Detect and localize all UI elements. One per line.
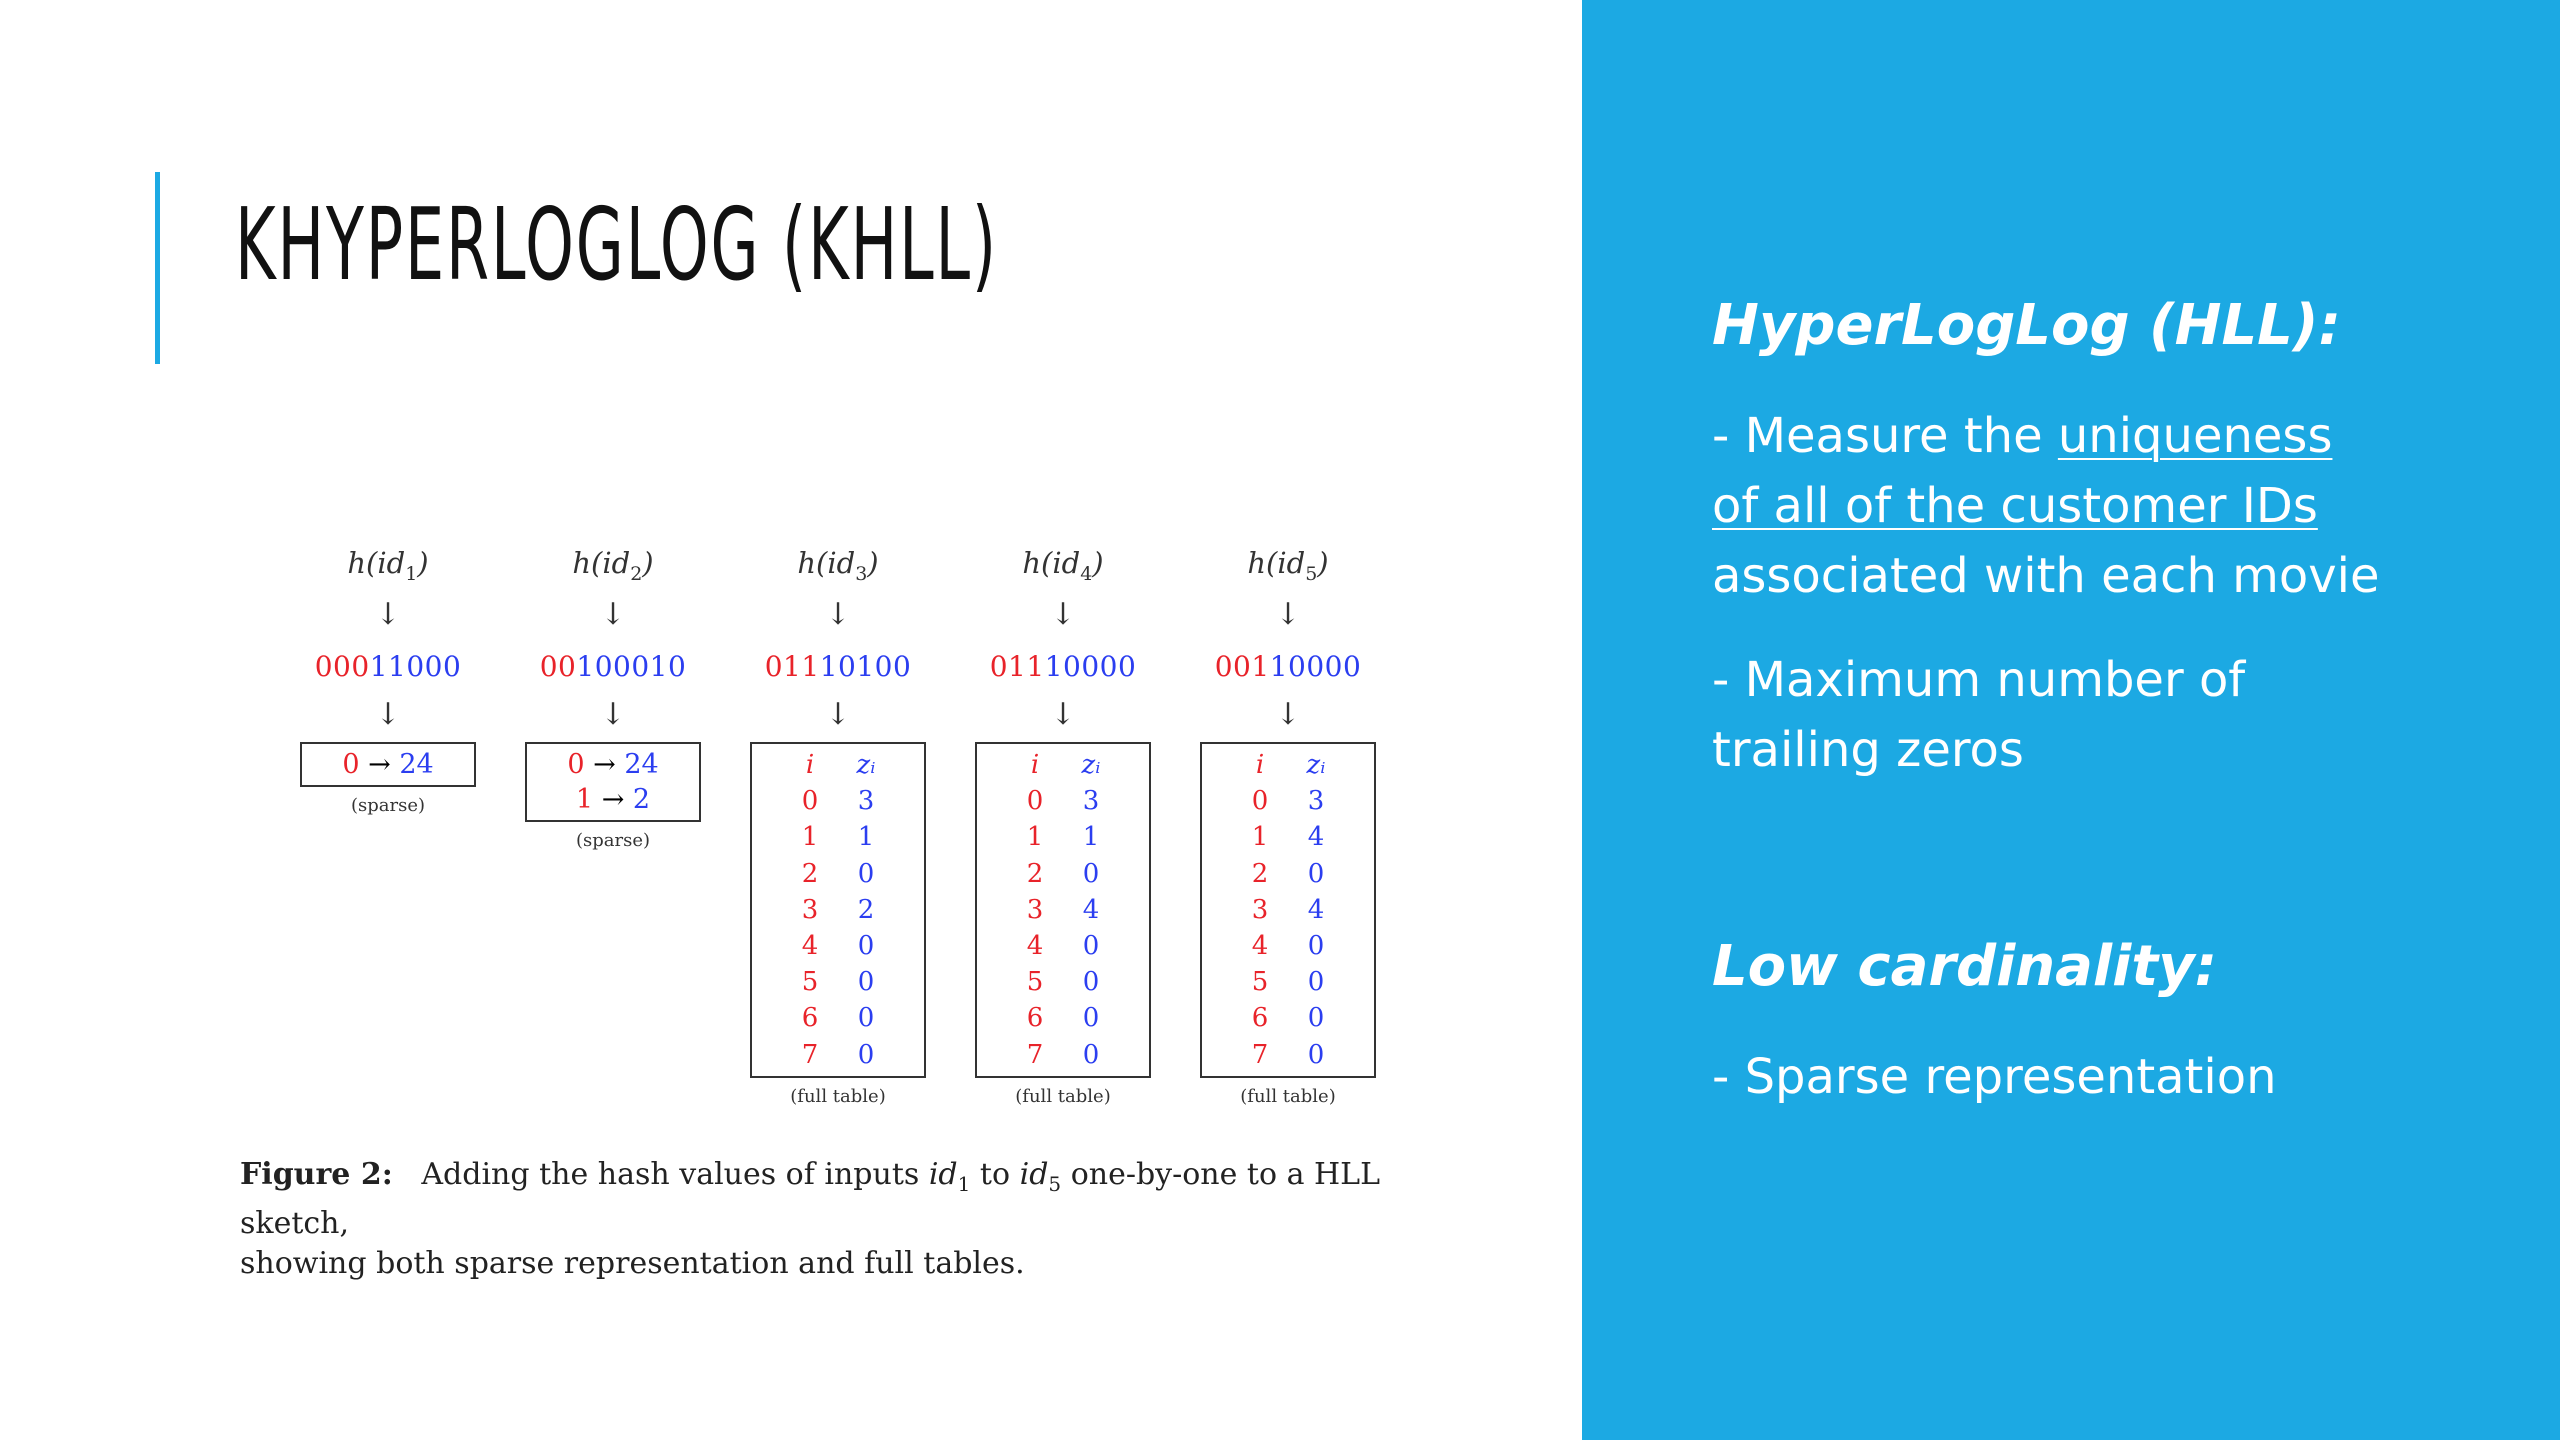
bullet-uniqueness-post: associated with each movie <box>1712 548 2380 605</box>
table-row: 5 0 <box>801 967 875 998</box>
sparse-note: (sparse) <box>350 795 426 816</box>
hll-figure <box>240 540 1470 1281</box>
bullet-uniqueness-pre: - Measure the <box>1712 408 2058 465</box>
table-row: 5 0 <box>1251 967 1325 998</box>
table-header: i zᵢ <box>1030 750 1101 780</box>
sparse-entry: 0 → 24 <box>342 749 434 780</box>
bits-suffix: 11000 <box>369 650 462 683</box>
bits-prefix: 011 <box>989 650 1045 683</box>
caption-id-from: $id_1$ <box>928 1157 971 1196</box>
full-table-note: (full table) <box>790 1085 886 1107</box>
bits-prefix: 00 <box>539 650 577 683</box>
caption-line2: showing both sparse representation and full tables. <box>240 1246 1025 1281</box>
hash-label: $h(id_2)$ <box>572 546 654 585</box>
table-row: 2 0 <box>1026 858 1100 889</box>
right-panel <box>1582 0 2560 1440</box>
down-arrow-icon: ↓ <box>1050 697 1076 732</box>
down-arrow-icon: ↓ <box>1275 597 1301 632</box>
down-arrow-icon: ↓ <box>600 597 626 632</box>
table-row: 6 0 <box>1251 1003 1325 1034</box>
bullet-uniqueness-underline-2: of all of the customer IDs <box>1712 478 2318 535</box>
down-arrow-icon: ↓ <box>825 597 851 632</box>
table-row: 0 3 <box>801 786 875 817</box>
table-row: 3 4 <box>1026 894 1100 925</box>
table-row: 4 0 <box>801 930 875 961</box>
table-row: 3 2 <box>801 894 875 925</box>
hash-label: $h(id_4)$ <box>1022 546 1104 585</box>
bullet-uniqueness <box>1712 401 2472 611</box>
sparse-note: (sparse) <box>575 830 651 851</box>
slide-title: KHYPERLOGLOG (KHLL) <box>235 186 998 303</box>
full-table <box>975 742 1151 1078</box>
full-table-note: (full table) <box>1240 1085 1336 1107</box>
bits-prefix: 011 <box>764 650 820 683</box>
hash-bits <box>730 650 946 683</box>
down-arrow-icon: ↓ <box>375 697 401 732</box>
hash-label: $h(id_5)$ <box>1247 546 1329 585</box>
table-row: 0 3 <box>1026 786 1100 817</box>
bullet-trailing-zeros-line2: trailing zeros <box>1712 722 2024 779</box>
full-table <box>1200 742 1376 1078</box>
down-arrow-icon: ↓ <box>375 597 401 632</box>
bits-suffix: 10000 <box>1044 650 1137 683</box>
hash-bits <box>955 650 1171 683</box>
table-row: 3 4 <box>1251 894 1325 925</box>
table-row: 0 3 <box>1251 786 1325 817</box>
bullet-trailing-zeros <box>1712 645 2472 785</box>
bullet-trailing-zeros-line1: - Maximum number of <box>1712 652 2246 709</box>
bits-suffix: 10000 <box>1269 650 1362 683</box>
bits-suffix: 100010 <box>576 650 687 683</box>
down-arrow-icon: ↓ <box>600 697 626 732</box>
title-accent-bar <box>155 172 160 364</box>
hll-heading: HyperLogLog (HLL): <box>1712 293 2341 358</box>
table-header: i zᵢ <box>805 750 876 780</box>
table-row: 2 0 <box>1251 858 1325 889</box>
table-header: i zᵢ <box>1255 750 1326 780</box>
hash-bits <box>505 650 721 683</box>
bits-prefix: 000 <box>314 650 370 683</box>
caption-label: Figure 2: <box>240 1157 393 1192</box>
table-row: 1 4 <box>1251 822 1325 853</box>
table-row: 1 1 <box>801 822 875 853</box>
bits-prefix: 001 <box>1214 650 1270 683</box>
table-row: 7 0 <box>801 1039 875 1070</box>
hash-bits <box>280 650 496 683</box>
low-cardinality-heading: Low cardinality: <box>1712 934 2217 1000</box>
caption-id-to: $id_5$ <box>1019 1157 1062 1196</box>
hash-bits <box>1180 650 1396 683</box>
table-row: 6 0 <box>801 1003 875 1034</box>
full-table-note: (full table) <box>1015 1085 1111 1107</box>
bullet-sparse: - Sparse representation <box>1712 1049 2277 1106</box>
table-row: 7 0 <box>1251 1039 1325 1070</box>
sparse-box <box>300 742 476 787</box>
caption-to: to <box>979 1157 1011 1192</box>
table-row: 7 0 <box>1026 1039 1100 1070</box>
full-table <box>750 742 926 1078</box>
down-arrow-icon: ↓ <box>825 697 851 732</box>
hash-label: $h(id_1)$ <box>347 546 429 585</box>
table-row: 2 0 <box>801 858 875 889</box>
table-row: 4 0 <box>1026 930 1100 961</box>
figure-caption <box>240 1155 1480 1284</box>
sparse-box <box>525 742 701 822</box>
table-row: 1 1 <box>1026 822 1100 853</box>
caption-text-a: Adding the hash values of inputs <box>421 1157 920 1192</box>
bullet-uniqueness-underline-1: uniqueness <box>2057 408 2333 465</box>
down-arrow-icon: ↓ <box>1050 597 1076 632</box>
table-row: 6 0 <box>1026 1003 1100 1034</box>
hash-label: $h(id_3)$ <box>797 546 879 585</box>
sparse-entry: 0 → 24 <box>567 749 659 780</box>
table-row: 5 0 <box>1026 967 1100 998</box>
bits-suffix: 10100 <box>819 650 912 683</box>
sparse-entry: 1 → 2 <box>575 784 651 815</box>
caption-text-b: one-by-one to a HLL sketch, <box>240 1157 1381 1241</box>
down-arrow-icon: ↓ <box>1275 697 1301 732</box>
table-row: 4 0 <box>1251 930 1325 961</box>
